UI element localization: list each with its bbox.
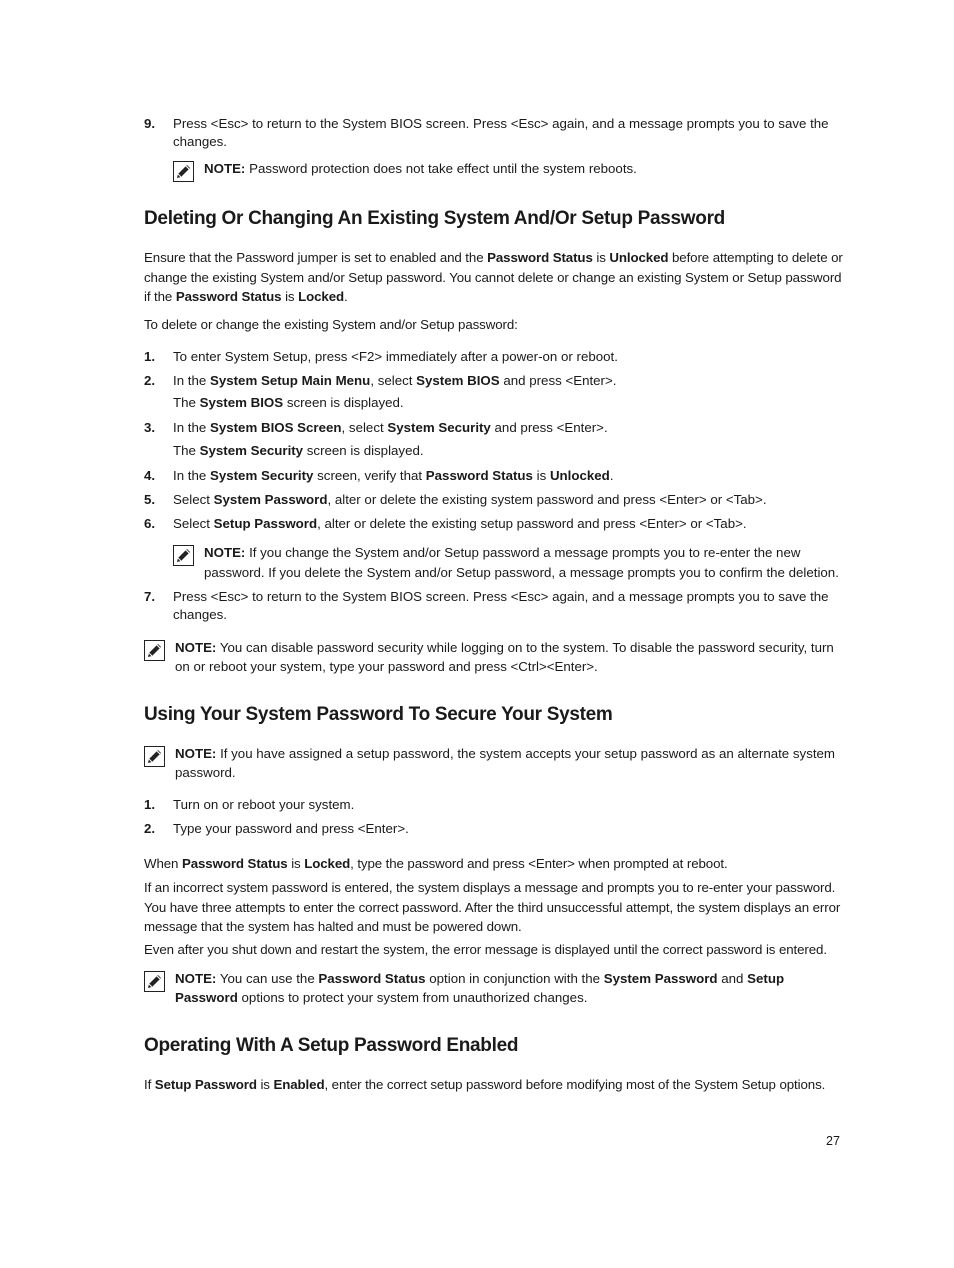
section1-paragraph-2: To delete or change the existing System and/or Setup password: bbox=[144, 317, 518, 332]
step-2-result: The System BIOS screen is displayed. bbox=[173, 395, 404, 410]
note-pencil-icon bbox=[173, 545, 194, 566]
step-text: Press <Esc> to return to the System BIOS screen. Press <Esc> again, and a message prompts you to save the changes. bbox=[173, 589, 829, 622]
step-number: 6. bbox=[144, 516, 156, 531]
note-pencil-icon bbox=[144, 746, 165, 767]
page-number: 27 bbox=[826, 1134, 840, 1148]
step-3-result: The System Security screen is displayed. bbox=[173, 443, 424, 458]
note-label: NOTE: bbox=[204, 545, 246, 560]
step-number: 2. bbox=[144, 373, 156, 388]
section2-paragraph-2: If an incorrect system password is entered, the system displays a message and prompts you to re-enter your password. You have three attempts to enter the correct password. After the third unsuccessful attempt, the system displays an error message that the system has halted and must be powered down. bbox=[144, 880, 841, 934]
document-page: 9. Press <Esc> to return to the System BIOS screen. Press <Esc> again, and a message prompts you to save the changes. NOTE: Password protection does not take effect until the system reboots. Deleting Or Changing An Existing System And/Or Setup Password Ensure that the Password jumper is set to enabled and the Password Status is Unlocked before attempting to delete or change the existing System and/or Setup password. You cannot delete or change an existing System or Setup password if the Password Status is Locked. To delete or change the existing System and/or Setup password: 1. To enter System Setup, press <F2> immediately after a power-on or reboot. 2. In the System Setup Main Menu, select System BIOS and press <Enter>. The System BIOS screen is displayed. 3. In the System BIOS Screen, select System Security and press <Enter>. The System Security screen is displayed. 4. In the System Security screen, verify that Password Status is Unlocked. 5. Select System Password, alter or delete the existing system password and press <Enter> or <Tab>. 6. Select Setup Password, alter or delete the existing setup password and press <Enter> or <Tab>. NOTE: If you change the System and/or Setup password a message prompts you to re-enter the new password. If you delete the System and/or Setup password, a message prompts you to confirm the deletion. 7. Press <Esc> to return to the System BIOS screen. Press <Esc> again, and a message prompts you to save the changes. NOTE: You can disable password security while logging on to the system. To disable the password security, turn on or reboot your system, type your password and press <Ctrl><Enter>. Using Your System Password To Secure Your System NOTE: If you have assigned a setup password, the system accepts your setup password as an alternate system password. 1. Turn on or reboot your system. 2. Type your password and press <Enter>. When Password Status is Locked, type the password and press <Enter> when prompted at reboot. If an incorrect system password is entered, the system displays a message and prompts you to re-enter your password. You have three attempts to enter the correct password. After the third unsuccessful attempt, the system displays an error message that the system has halted and must be powered down. Even after you shut down and restart the system, the error message is displayed until the correct password is entered. NOTE: You can use the Password Status option in conjunction with the System Password and Setup Password options to protect your system from unauthorized changes. Operating With A Setup Password Enabled If Setup Password is Enabled, enter the correct setup password before modifying most of the System Setup options. 27 bbox=[144, 116, 843, 1148]
step-number: 7. bbox=[144, 589, 156, 604]
step-number: 1. bbox=[144, 797, 156, 812]
note-pencil-icon bbox=[144, 640, 165, 661]
section2-paragraph-3: Even after you shut down and restart the system, the error message is displayed until the correct password is entered. bbox=[144, 942, 827, 957]
step-number: 2. bbox=[144, 821, 156, 836]
step-text: Type your password and press <Enter>. bbox=[173, 821, 409, 836]
section2-paragraph-1: When Password Status is Locked, type the password and press <Enter> when prompted at reboot. bbox=[144, 856, 728, 871]
step-number: 4. bbox=[144, 468, 156, 483]
step-text: In the System BIOS Screen, select System Security and press <Enter>. bbox=[173, 420, 608, 435]
step-text: Select Setup Password, alter or delete the existing setup password and press <Enter> or <Tab>. bbox=[173, 516, 747, 531]
note-text: If you change the System and/or Setup password a message prompts you to re-enter the new password. If you delete the System and/or Setup password, a message prompts you to confirm the deletion. bbox=[204, 545, 839, 580]
step-number: 5. bbox=[144, 492, 156, 507]
note-pencil-icon bbox=[173, 161, 194, 182]
section-heading-deleting: Deleting Or Changing An Existing System And/Or Setup Password bbox=[144, 208, 725, 229]
section3-paragraph-1: If Setup Password is Enabled, enter the correct setup password before modifying most of the System Setup options. bbox=[144, 1077, 826, 1092]
step-text: In the System Setup Main Menu, select System BIOS and press <Enter>. bbox=[173, 373, 617, 388]
note-text: You can disable password security while logging on to the system. To disable the password security, turn on or reboot your system, type your password and press <Ctrl><Enter>. bbox=[175, 640, 834, 674]
note-text: Password protection does not take effect until the system reboots. bbox=[245, 161, 637, 176]
step-text: To enter System Setup, press <F2> immediately after a power-on or reboot. bbox=[173, 349, 618, 364]
note-label: NOTE: bbox=[175, 971, 217, 986]
section-heading-operating: Operating With A Setup Password Enabled bbox=[144, 1035, 519, 1056]
note-label: NOTE: bbox=[175, 640, 217, 655]
step-text: Press <Esc> to return to the System BIOS screen. Press <Esc> again, and a message prompts you to save the changes. bbox=[173, 116, 829, 149]
note-text: If you have assigned a setup password, the system accepts your setup password as an alternate system password. bbox=[175, 746, 836, 780]
step-number: 9. bbox=[144, 116, 156, 131]
note-pencil-icon bbox=[144, 971, 165, 992]
note-label: NOTE: bbox=[204, 161, 246, 176]
note-label: NOTE: bbox=[175, 746, 217, 761]
step-text: In the System Security screen, verify that Password Status is Unlocked. bbox=[173, 468, 614, 483]
step-number: 3. bbox=[144, 420, 156, 435]
step-text: Turn on or reboot your system. bbox=[173, 797, 355, 812]
section-heading-using: Using Your System Password To Secure Your System bbox=[144, 704, 613, 725]
step-number: 1. bbox=[144, 349, 156, 364]
section1-paragraph-1: Ensure that the Password jumper is set to enabled and the Password Status is Unlocked before attempting to delete or change the existing System and/or Setup password. You cannot delete or change an existing System or Setup password if the Password Status is Locked. bbox=[144, 250, 843, 304]
step-text: Select System Password, alter or delete the existing system password and press <Enter> or <Tab>. bbox=[173, 492, 767, 507]
